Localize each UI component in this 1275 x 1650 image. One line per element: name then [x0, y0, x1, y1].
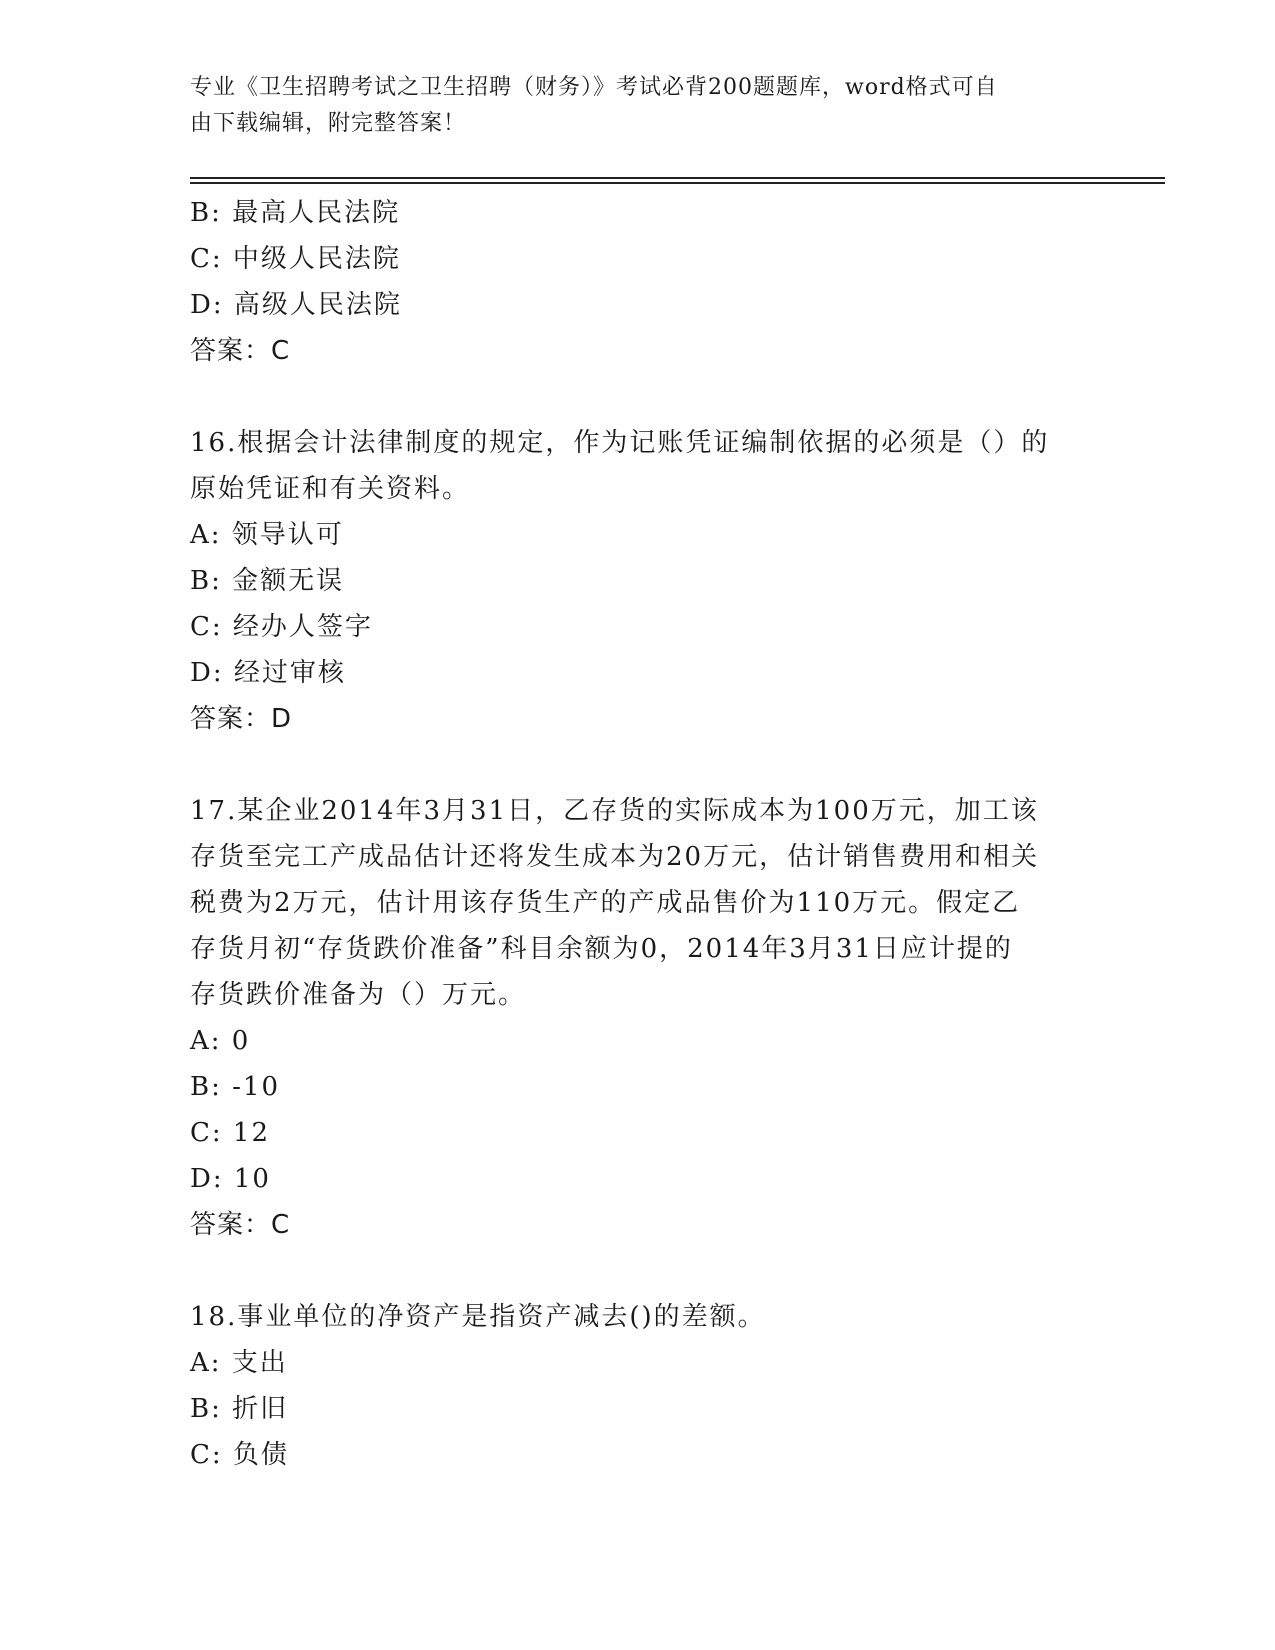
option-c: C: 12	[190, 1118, 271, 1148]
option-c: C: 经办人签字	[190, 612, 373, 642]
question-text-line: 存货跌价准备为（）万元。	[190, 980, 527, 1010]
answer: 答案：C	[190, 1210, 291, 1240]
option-d: D: 高级人民法院	[190, 290, 402, 320]
question-17	[190, 788, 1090, 1248]
answer: 答案：D	[190, 704, 293, 734]
question-text-line: 存货月初“存货跌价准备”科目余额为0，2014年3月31日应计提的	[190, 934, 1013, 964]
option-a: A: 0	[190, 1026, 251, 1056]
header-rule-bottom	[190, 182, 1165, 184]
question-16	[190, 420, 1090, 742]
header-rule-top	[190, 177, 1165, 179]
option-d: D: 10	[190, 1164, 271, 1194]
option-a: A: 领导认可	[190, 520, 344, 550]
option-c: C: 中级人民法院	[190, 244, 401, 274]
question-list	[190, 190, 1090, 1478]
question-text-line: 税费为2万元，估计用该存货生产的产成品售价为110万元。假定乙	[190, 888, 1021, 918]
option-b: B: 最高人民法院	[190, 198, 401, 228]
question-18	[190, 1294, 1090, 1478]
option-b: B: 金额无误	[190, 566, 345, 596]
question-text-line: 16.根据会计法律制度的规定，作为记账凭证编制依据的必须是（）的	[190, 428, 1050, 458]
question-15-continued	[190, 190, 1090, 374]
option-a: A: 支出	[190, 1348, 288, 1378]
option-b: B: -10	[190, 1072, 280, 1102]
option-b: B: 折旧	[190, 1394, 289, 1424]
question-text-line: 17.某企业2014年3月31日，乙存货的实际成本为100万元，加工该	[190, 796, 1039, 826]
option-d: D: 经过审核	[190, 658, 346, 688]
header-line-2: 由下载编辑，附完整答案！	[190, 111, 467, 136]
document-header	[190, 70, 1090, 142]
answer: 答案：C	[190, 336, 291, 366]
question-text-line: 原始凭证和有关资料。	[190, 474, 471, 504]
option-c: C: 负债	[190, 1440, 289, 1470]
question-text-line: 18.事业单位的净资产是指资产减去()的差额。	[190, 1302, 766, 1332]
header-line-1: 专业《卫生招聘考试之卫生招聘（财务）》考试必背200题题库，word格式可自	[190, 75, 998, 100]
question-text-line: 存货至完工产成品估计还将发生成本为20万元，估计销售费用和相关	[190, 842, 1040, 872]
